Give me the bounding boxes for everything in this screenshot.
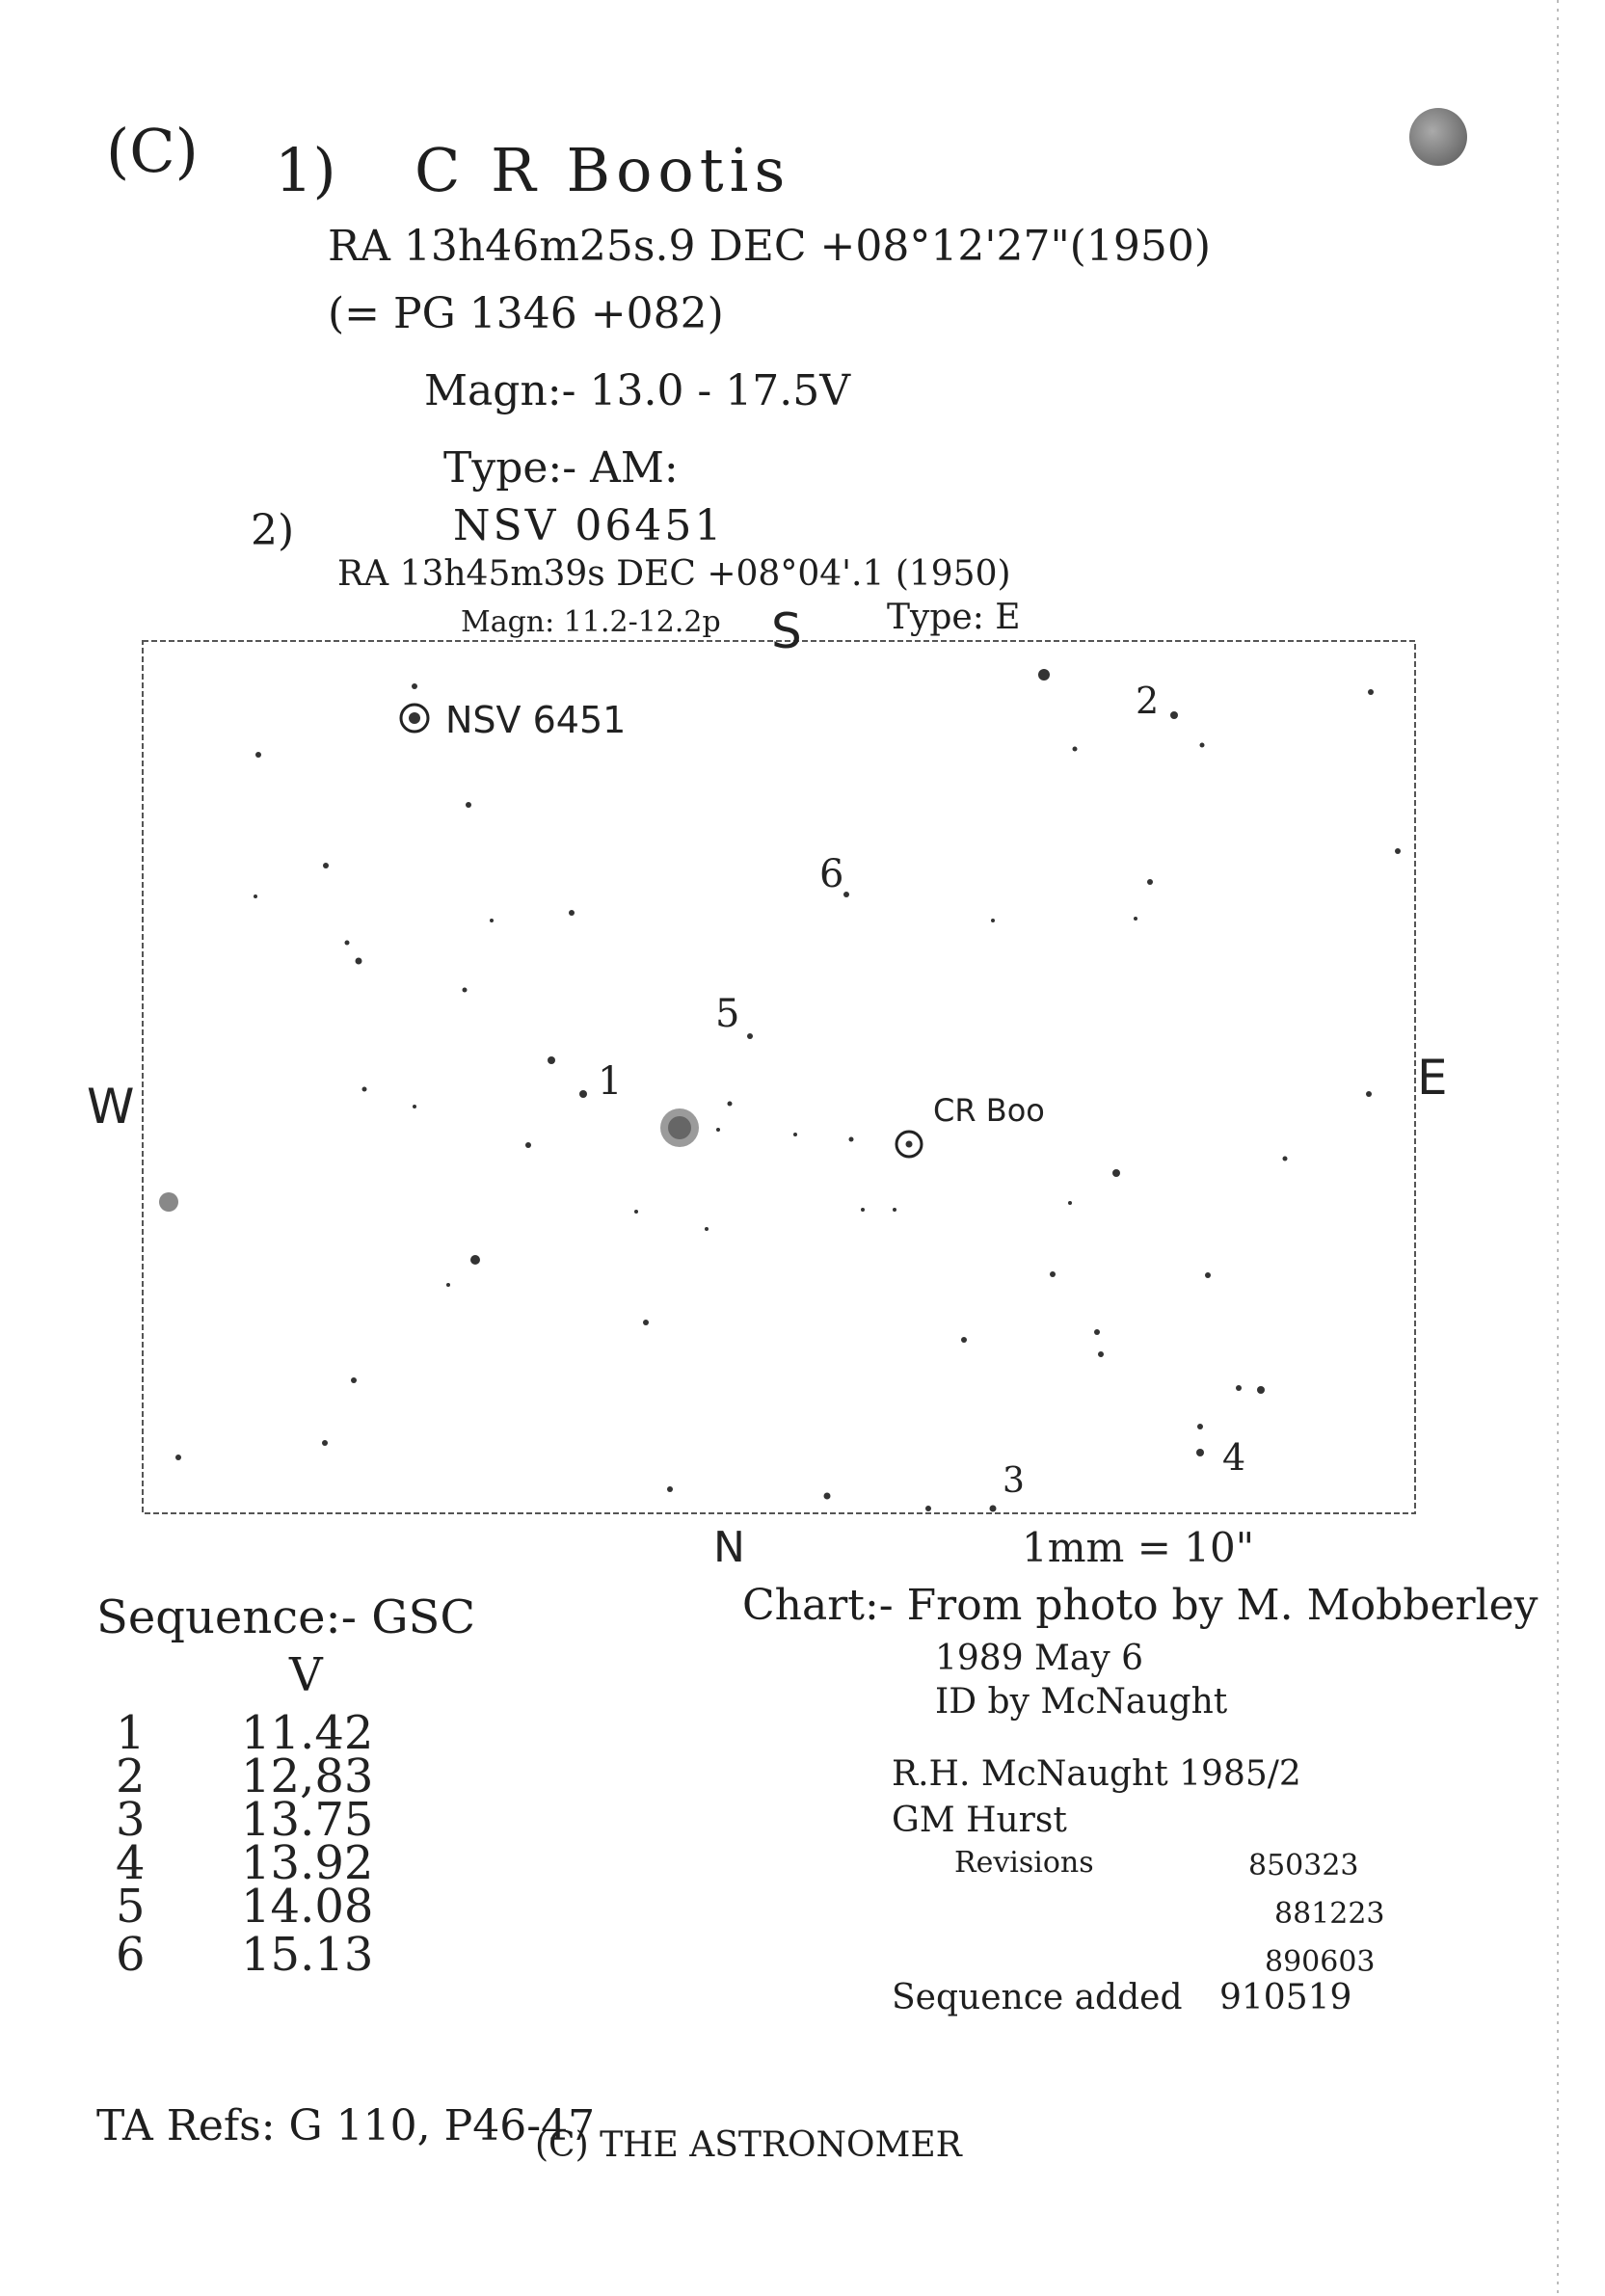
field-stars xyxy=(175,669,1401,1512)
field-star xyxy=(1134,917,1137,921)
sequence-star-magnitude: 15.13 xyxy=(241,1928,374,1982)
item1-number: 1) xyxy=(275,135,336,205)
field-star xyxy=(1236,1385,1242,1391)
field-star xyxy=(490,919,494,922)
field-star xyxy=(351,1377,357,1383)
field-star xyxy=(1197,1424,1203,1429)
seq-label-5: 5 xyxy=(715,992,740,1036)
field-star xyxy=(1257,1386,1265,1394)
field-star xyxy=(463,988,468,993)
sequence-band: V xyxy=(289,1648,323,1702)
sequence-star-id: 3 xyxy=(116,1793,146,1847)
sequence-added-label: Sequence added xyxy=(892,1978,1183,2017)
seq-label-2: 2 xyxy=(1136,680,1160,722)
cr-boo-dot xyxy=(906,1141,913,1148)
magnitude-line: Magn:- 13.0 - 17.5V xyxy=(424,366,851,415)
section-label: (C) xyxy=(106,116,199,186)
compass-north: N xyxy=(713,1523,745,1572)
field-star xyxy=(356,958,362,965)
type-line: Type:- AM: xyxy=(443,443,679,493)
field-star xyxy=(728,1102,733,1107)
field-star xyxy=(322,1440,328,1446)
nsv-type: Type: E xyxy=(887,598,1021,637)
nsv-6451-marker xyxy=(401,683,428,732)
field-star xyxy=(175,1455,181,1460)
field-star xyxy=(643,1320,649,1325)
nsv-name: NSV 06451 xyxy=(453,501,725,550)
chart-scale: 1mm = 10" xyxy=(1022,1524,1255,1571)
sequence-star-id: 1 xyxy=(116,1706,146,1760)
sequence-star-id: 6 xyxy=(116,1928,146,1982)
field-star xyxy=(990,1506,997,1512)
compass-east: E xyxy=(1417,1050,1448,1106)
field-star xyxy=(1170,711,1178,719)
field-star xyxy=(569,910,575,916)
co-author: GM Hurst xyxy=(892,1801,1067,1840)
field-star xyxy=(1073,747,1078,752)
copyright: (C) THE ASTRONOMER xyxy=(535,2125,962,2165)
field-star xyxy=(413,1105,416,1108)
field-star xyxy=(525,1142,531,1148)
field-star xyxy=(323,863,329,868)
field-star xyxy=(824,1493,831,1500)
nsv-magnitude: Magn: 11.2-12.2p xyxy=(461,605,721,639)
ta-references: TA Refs: G 110, P46-47 xyxy=(96,2101,596,2150)
field-star xyxy=(254,894,257,898)
sequence-row xyxy=(116,1928,373,1982)
star-name: C R Bootis xyxy=(415,135,791,205)
field-star xyxy=(843,892,849,897)
sequence-star-magnitude: 12,83 xyxy=(241,1749,374,1803)
field-star xyxy=(466,802,471,808)
field-star xyxy=(255,752,261,758)
nsv-label: NSV 6451 xyxy=(445,699,627,741)
chart-frame xyxy=(143,641,1415,1513)
field-star xyxy=(1283,1157,1288,1161)
field-star xyxy=(925,1506,931,1511)
field-star xyxy=(747,1033,753,1039)
seq-label-4: 4 xyxy=(1222,1436,1246,1479)
sequence-star-id: 2 xyxy=(116,1749,146,1803)
sequence-star-magnitude: 14.08 xyxy=(241,1880,374,1934)
sequence-added-date: 910519 xyxy=(1219,1978,1352,2017)
field-star xyxy=(446,1283,450,1287)
field-star xyxy=(1094,1329,1100,1335)
field-star xyxy=(362,1087,367,1092)
field-star xyxy=(667,1486,673,1492)
revisions-label: Revisions xyxy=(954,1846,1094,1880)
alias-line: (= PG 1346 +082) xyxy=(328,289,724,338)
author: R.H. McNaught 1985/2 xyxy=(892,1754,1301,1794)
sequence-title: Sequence:- GSC xyxy=(96,1590,476,1644)
field-star xyxy=(893,1208,896,1212)
sequence-row xyxy=(116,1880,373,1934)
compass-south: S xyxy=(771,603,802,659)
field-star xyxy=(1200,743,1205,748)
field-star xyxy=(849,1137,854,1142)
field-star xyxy=(861,1208,865,1212)
field-star xyxy=(793,1133,797,1136)
seq-label-6: 6 xyxy=(819,852,844,896)
sequence-star-magnitude: 13.75 xyxy=(241,1793,374,1847)
field-star xyxy=(1368,689,1374,695)
field-star xyxy=(705,1227,709,1231)
ra-dec-line: RA 13h46m25s.9 DEC +08°12'27"(1950) xyxy=(328,222,1211,271)
revision-2: 881223 xyxy=(1274,1897,1385,1931)
field-star xyxy=(1205,1272,1211,1278)
field-star xyxy=(1366,1091,1372,1097)
field-star xyxy=(579,1090,587,1098)
field-star xyxy=(1050,1271,1056,1277)
field-star xyxy=(991,919,995,922)
field-star xyxy=(1068,1201,1072,1205)
sequence-star-magnitude: 13.92 xyxy=(241,1836,374,1890)
seq-label-3: 3 xyxy=(1003,1461,1025,1501)
field-star xyxy=(1147,879,1153,885)
item2-number: 2) xyxy=(251,506,295,555)
field-star xyxy=(548,1056,555,1064)
field-star xyxy=(1038,669,1050,681)
cr-boo-marker xyxy=(896,1132,922,1157)
nsv-dot xyxy=(409,712,420,724)
field-star xyxy=(1112,1169,1120,1177)
revision-1: 850323 xyxy=(1248,1849,1359,1882)
sequence-star-magnitude: 11.42 xyxy=(241,1706,374,1760)
field-star xyxy=(470,1255,480,1265)
compass-west: W xyxy=(87,1079,135,1135)
sequence-star-id: 5 xyxy=(116,1880,146,1934)
revision-3: 890603 xyxy=(1265,1945,1376,1979)
field-star xyxy=(961,1337,967,1343)
field-star xyxy=(634,1210,638,1214)
chart-date: 1989 May 6 xyxy=(935,1639,1144,1678)
nsv-above-dot xyxy=(412,683,417,689)
west-edge-star xyxy=(159,1192,178,1212)
field-star xyxy=(1098,1351,1104,1357)
id-by: ID by McNaught xyxy=(935,1682,1228,1722)
nsv-ra-dec-line: RA 13h45m39s DEC +08°04'.1 (1950) xyxy=(337,554,1011,594)
cr-boo-label: CR Boo xyxy=(933,1092,1045,1129)
field-star xyxy=(1395,848,1401,854)
bright-star-core xyxy=(668,1116,691,1139)
chart-source: Chart:- From photo by M. Mobberley xyxy=(742,1581,1538,1630)
sequence-star-id: 4 xyxy=(116,1836,146,1890)
field-star xyxy=(345,941,350,946)
field-star xyxy=(1196,1449,1204,1456)
field-star xyxy=(716,1128,720,1132)
seq-label-1: 1 xyxy=(598,1059,623,1104)
